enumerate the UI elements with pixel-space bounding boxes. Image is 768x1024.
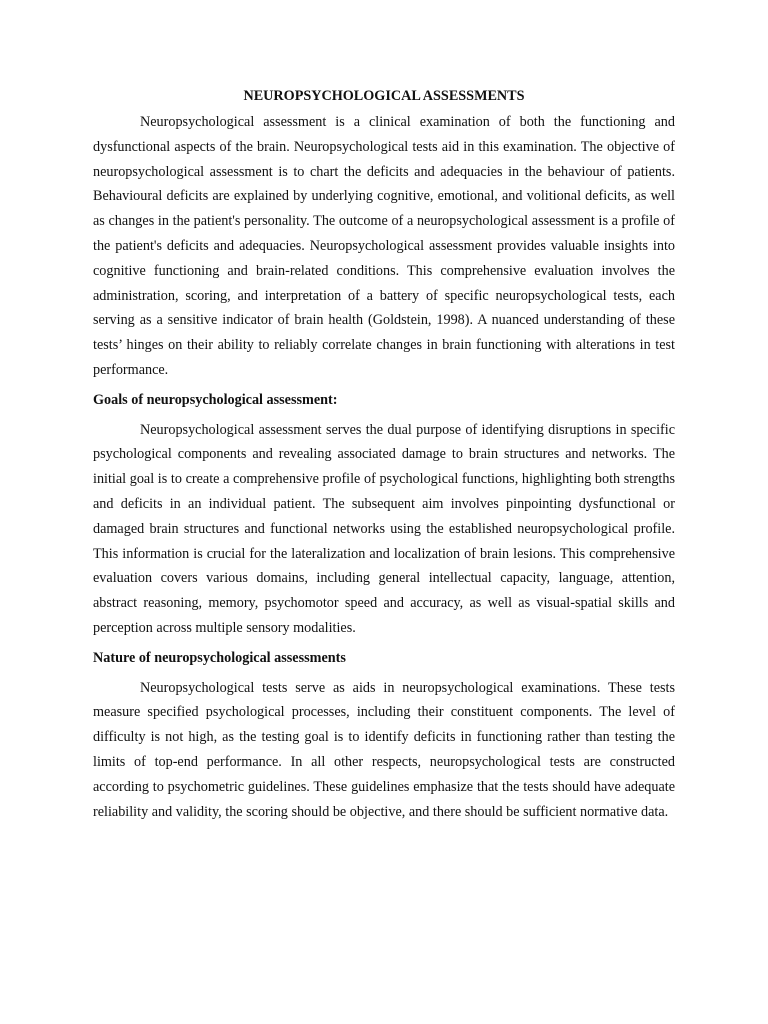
nature-section-heading: Nature of neuropsychological assessments bbox=[93, 649, 346, 666]
document-title: NEUROPSYCHOLOGICAL ASSESSMENTS bbox=[243, 88, 525, 104]
document-page bbox=[93, 86, 675, 824]
nature-paragraph: Neuropsychological tests serve as aids in neuropsychological examinations. These tests measure specified psychological processes, including their constituent components. The level of difficulty is not high, as the testing goal is to identify deficits in functioning rather than testing the limits of top-end performance. In all other respects, neuropsychological tests are constructed according to psychometric guidelines. These guidelines emphasize that the tests should have adequate reliability and validity, the scoring should be objective, and there should be sufficient normative data. bbox=[93, 679, 675, 820]
goals-paragraph: Neuropsychological assessment serves the dual purpose of identifying disruptions in specific psychological components and revealing associated damage to brain structures and networks. The initial goal is to create a comprehensive profile of psychological functions, highlighting both strengths and deficits in an individual patient. The subsequent aim involves pinpointing dysfunctional or damaged brain structures and functional networks using the established neuropsychological profile. This information is crucial for the lateralization and localization of brain lesions. This comprehensive evaluation covers various domains, including general intellectual capacity, language, attention, abstract reasoning, memory, psychomotor speed and accuracy, as well as visual-spatial skills and perception across multiple sensory modalities. bbox=[93, 421, 675, 636]
intro-paragraph: Neuropsychological assessment is a clinical examination of both the functioning and dysfunctional aspects of the brain. Neuropsychological tests aid in this examination. The objective of neuropsychological assessment is to chart the deficits and adequacies in the behaviour of patients. Behavioural deficits are explained by underlying cognitive, emotional, and volitional deficits, as well as changes in the patient's personality. The outcome of a neuropsychological assessment is a profile of the patient's deficits and adequacies. Neuropsychological assessment provides valuable insights into cognitive functioning and brain-related conditions. This comprehensive evaluation involves the administration, scoring, and interpretation of a battery of specific neuropsychological tests, each serving as a sensitive indicator of brain health (Goldstein, 1998). A nuanced understanding of these tests’ hinges on their ability to reliably correlate changes in brain functioning with alterations in test performance. bbox=[93, 114, 675, 378]
goals-section-heading: Goals of neuropsychological assessment: bbox=[93, 391, 338, 408]
